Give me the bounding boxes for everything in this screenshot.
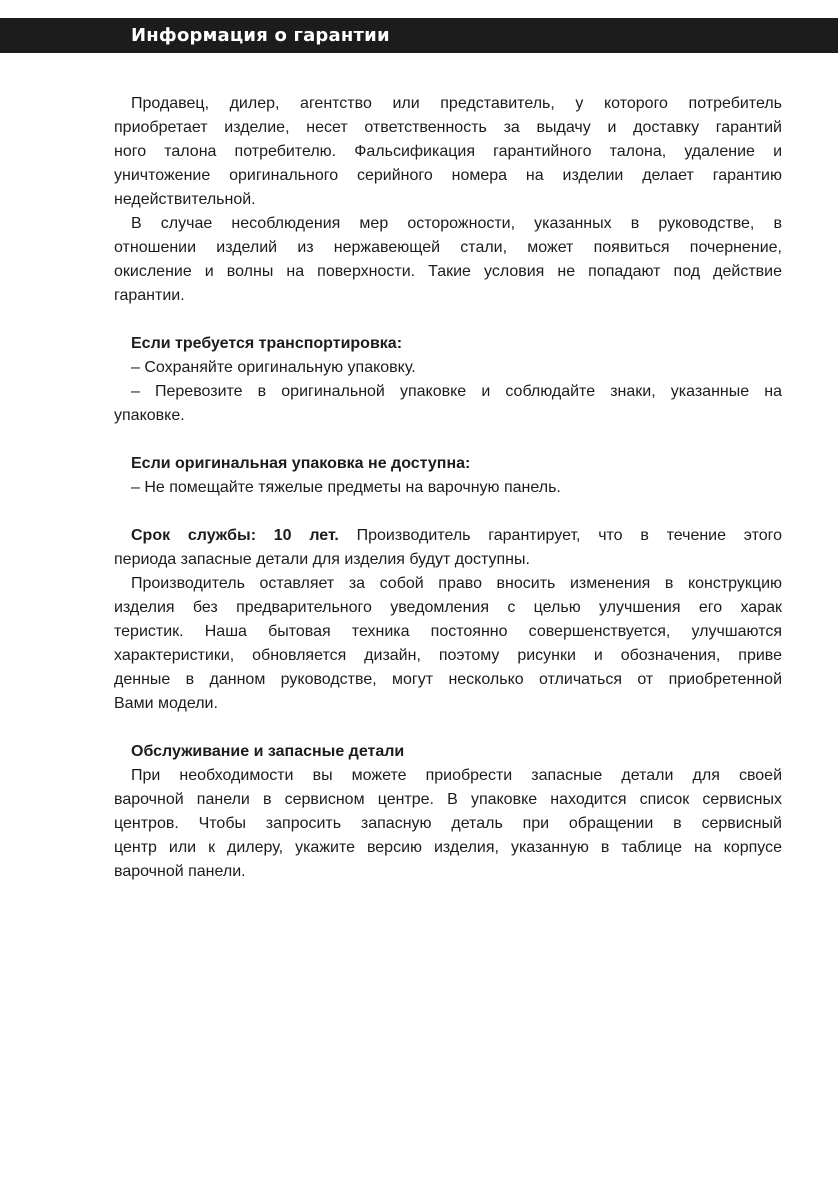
- text-line: ного талона потребителю. Фальсификация гарантийного талона, удаление и: [114, 143, 782, 160]
- page-title: Информация о гарантии: [131, 25, 390, 46]
- spacer: [114, 716, 782, 740]
- paragraph-stainless-steel: [114, 212, 782, 308]
- text-line: центр или к дилеру, укажите версию изделия, указанную в таблице на корпусе: [114, 839, 782, 856]
- document-body: [114, 92, 782, 884]
- text-line: гарантии.: [114, 287, 185, 304]
- text-line: теристик. Наша бытовая техника постоянно совершенствуется, улучшаются: [114, 623, 782, 640]
- text-line: варочной панели.: [114, 863, 246, 880]
- text-line: недействительной.: [114, 191, 256, 208]
- section-transport: [114, 332, 782, 428]
- text-line: характеристики, обновляется дизайн, поэтому рисунки и обозначения, приве: [114, 647, 782, 664]
- text-line: центров. Чтобы запросить запасную деталь при обращении в сервисный: [114, 815, 782, 832]
- spacer: [114, 500, 782, 524]
- service-life-text: Производитель гарантирует, что в течение этого: [356, 527, 782, 544]
- section-heading-service: Обслуживание и запасные детали: [131, 743, 405, 760]
- list-item: – Не помещайте тяжелые предметы на варочную панель.: [131, 479, 561, 496]
- text-line: приобретает изделие, несет ответственность за выдачу и доставку гарантий: [114, 119, 782, 136]
- section-service-life: [114, 524, 782, 716]
- header-bar: [0, 18, 838, 53]
- spacer: [114, 428, 782, 452]
- section-packaging: [114, 452, 782, 500]
- list-item: – Перевозите в оригинальной упаковке и соблюдайте знаки, указанные на: [131, 383, 782, 400]
- text-line: [114, 524, 782, 548]
- paragraph-seller-responsibility: [114, 92, 782, 212]
- service-life-label: Срок службы: 10 лет.: [131, 527, 339, 544]
- text-line: окисление и волны на поверхности. Такие условия не попадают под действие: [114, 263, 782, 280]
- text-line: варочной панели в сервисном центре. В упаковке находится список сервисных: [114, 791, 782, 808]
- text-line: денные в данном руководстве, могут несколько отличаться от приобретенной: [114, 671, 782, 688]
- section-heading-packaging: Если оригинальная упаковка не доступна:: [131, 455, 471, 472]
- text-line: При необходимости вы можете приобрести запасные детали для своей: [131, 767, 782, 784]
- text-line: Вами модели.: [114, 695, 218, 712]
- section-heading-transport: Если требуется транспортировка:: [131, 335, 403, 352]
- text-line: Продавец, дилер, агентство или представитель, у которого потребитель: [131, 95, 782, 112]
- text-line: периода запасные детали для изделия будут доступны.: [114, 551, 530, 568]
- text-line: упаковке.: [114, 407, 185, 424]
- spacer: [114, 308, 782, 332]
- section-service: [114, 740, 782, 884]
- text-line: В случае несоблюдения мер осторожности, указанных в руководстве, в: [131, 215, 782, 232]
- text-line: изделия без предварительного уведомления с целью улучшения его харак: [114, 599, 782, 616]
- text-line: уничтожение оригинального серийного номера на изделии делает гарантию: [114, 167, 782, 184]
- text-line: Производитель оставляет за собой право вносить изменения в конструкцию: [131, 575, 782, 592]
- list-item: – Сохраняйте оригинальную упаковку.: [131, 359, 416, 376]
- text-line: отношении изделий из нержавеющей стали, может появиться почернение,: [114, 239, 782, 256]
